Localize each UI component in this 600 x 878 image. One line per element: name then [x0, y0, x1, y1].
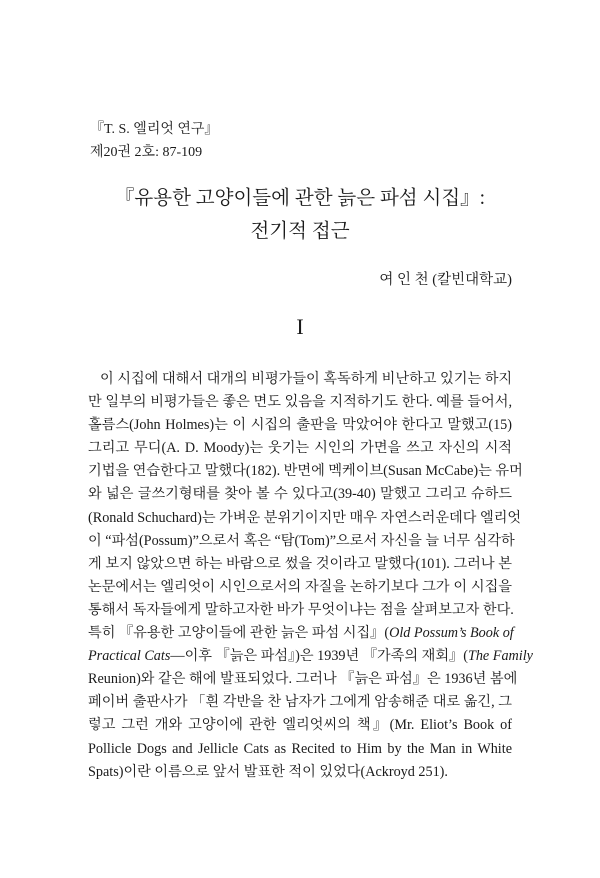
author-affiliation: 여 인 천 (칼빈대학교): [379, 272, 512, 288]
paragraph-line: 홀름스(John Holmes)는 이 시집의 출판을 막았어야 한다고 말했고(15): [88, 417, 512, 434]
paragraph-line: 논문에서는 엘리엇이 시인으로서의 자질을 논하기보다 그가 이 시집을: [88, 578, 512, 595]
italic-title: The Family: [467, 648, 533, 665]
paragraph-line: 게 보지 않았으면 하는 바람으로 썼을 것이라고 말했다(101). 그러나 본: [88, 555, 512, 572]
paragraph-line: Reunion)와 같은 해에 발표되었다. 그러나 『늙은 파섬』은 1936년 봄에: [88, 671, 518, 688]
journal-name: 『T. S. 엘리엇 연구』: [90, 122, 219, 137]
body-paragraph: [88, 368, 533, 784]
paragraph-line: 그리고 무디(A. D. Moody)는 웃기는 시인의 가면을 쓰고 자신의 시적: [88, 440, 512, 457]
paragraph-line: 통해서 독자들에게 말하고자한 바가 무엇이냐는 점을 살펴보고자 한다.: [88, 601, 514, 618]
paragraph-line: 이 “파섬(Possum)”으로서 혹은 “탐(Tom)”으로서 자신을 늘 너무 심각하: [88, 532, 515, 549]
line-text: —이후 『늙은 파섬』)은 1939년 『가족의 재회』(: [170, 648, 468, 665]
paragraph-line: 페이버 출판사가 「흰 각반을 찬 남자가 그에게 암송해준 대로 옮긴, 그: [88, 694, 512, 711]
paragraph-line: Spats)이란 이름으로 앞서 발표한 적이 있었다(Ackroyd 251).: [88, 763, 448, 780]
italic-title: Practical Cats: [88, 648, 171, 665]
title-line-1: 『유용한 고양이들에 관한 늙은 파섬 시집』:: [114, 188, 486, 209]
paper-title: [0, 182, 600, 248]
paragraph-line: [88, 645, 533, 668]
paragraph-line: 렇고 그런 개와 고양이에 관한 엘리엇씨의 책』(Mr. Eliot’s Book of: [88, 717, 512, 734]
paragraph-line: 기법을 연습한다고 말했다(182). 반면에 멕케이브(Susan McCabe)는 유머: [88, 463, 523, 480]
paragraph-line: (Ronald Schuchard)는 가벼운 분위기이지만 매우 자연스러운데다 엘리엇: [88, 509, 522, 526]
paragraph-line: 와 넓은 글쓰기형태를 찾아 볼 수 있다고(39-40) 말했고 그리고 슈하드: [88, 486, 512, 503]
line-text: 특히 『유용한 고양이들에 관한 늙은 파섬 시집』(: [88, 625, 390, 642]
journal-header: [90, 118, 218, 164]
paragraph-line: [88, 622, 512, 645]
paragraph-line: 이 시집에 대해서 대개의 비평가들이 혹독하게 비난하고 있기는 하지: [100, 371, 513, 387]
italic-title: Old Possum’s Book of: [389, 625, 514, 642]
paragraph-line: Pollicle Dogs and Jellicle Cats as Recited to Him by the Man in White: [88, 740, 512, 757]
section-heading: I: [296, 314, 304, 339]
title-line-2: 전기적 접근: [250, 221, 350, 242]
journal-issue: 제20권 2호: 87-109: [90, 145, 203, 160]
paragraph-line: 만 일부의 비평가들은 좋은 면도 있음을 지적하기도 한다. 예를 들어서,: [88, 394, 512, 411]
